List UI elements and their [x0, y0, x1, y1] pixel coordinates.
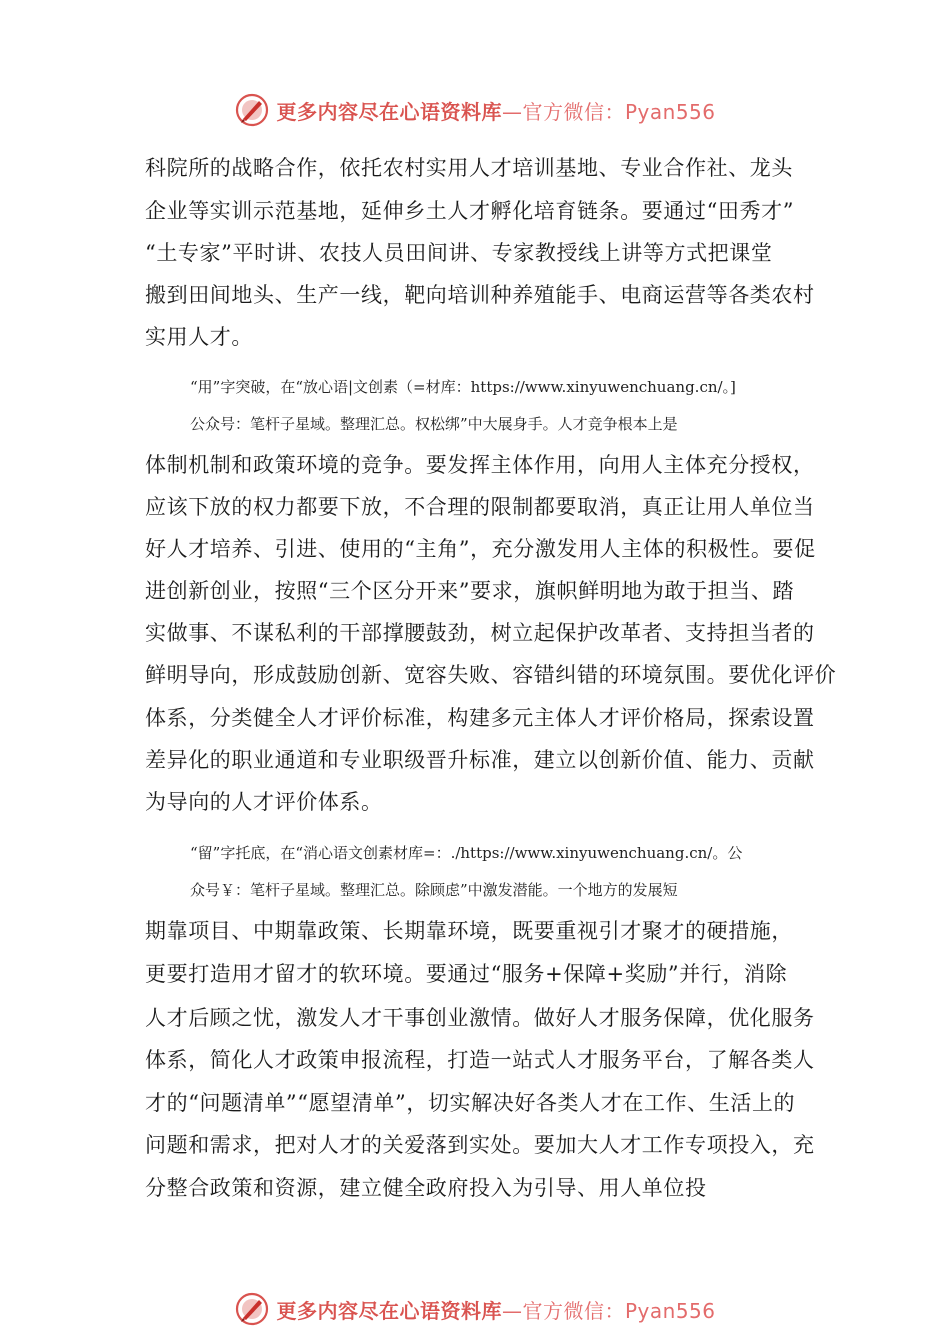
banner-wechat-label: 官方微信：: [522, 99, 625, 124]
footer-banner: [0, 1287, 950, 1331]
text-line: 人才后顾之忧，激发人才干事创业激情。做好人才服务保障，优化服务: [145, 1006, 815, 1030]
text-line: 差异化的职业通道和专业职级晋升标准，建立以创新价值、能力、贡献: [145, 748, 815, 772]
banner-wechat-id: Pyan556: [624, 1298, 716, 1323]
text-line: 问题和需求，把对人才的关爱落到实处。要加大人才工作专项投入，充: [145, 1133, 815, 1157]
section-heading-line: 公众号：笔杆子星域。整理汇总。权松绑”中大展身手。人才竞争根本上是: [190, 415, 678, 433]
banner-brand-text: 更多内容尽在心语资料库: [276, 1298, 502, 1323]
text-line: 企业等实训示范基地，延伸乡土人才孵化培育链条。要通过“田秀才”: [145, 199, 795, 223]
section-heading-line: “用”字突破，在“放心语|文创素（=材库：https://www.xinyuwenchuang.cn/。]: [190, 378, 736, 396]
feather-pen-icon: [234, 1291, 270, 1327]
text-line: “土专家”平时讲、农技人员田间讲、专家教授线上讲等方式把课堂: [145, 241, 773, 265]
section-heading-line: “留”字托底，在“消心语文创素材库=：./https://www.xinyuwenchuang.cn/。公: [190, 844, 743, 862]
feather-pen-icon: [234, 92, 270, 128]
text-line: 好人才培养、引进、使用的“主角”，充分激发用人主体的积极性。要促: [145, 537, 816, 561]
text-line: 体系，简化人才政策申报流程，打造一站式人才服务平台，了解各类人: [145, 1048, 815, 1072]
text-line: 才的“问题清单”“愿望清单”，切实解决好各类人才在工作、生活上的: [145, 1091, 796, 1115]
banner-dash: —: [501, 1298, 523, 1323]
text-line: 鲜明导向，形成鼓励创新、宽容失败、容错纠错的环境氛围。要优化评价: [145, 663, 837, 687]
text-line: 为导向的人才评价体系。: [145, 790, 383, 814]
text-line: 实做事、不谋私利的干部撑腰鼓劲，树立起保护改革者、支持担当者的: [145, 621, 815, 645]
text-line: 期靠项目、中期靠政策、长期靠环境，既要重视引才聚才的硬措施，: [145, 919, 793, 943]
text-line: 更要打造用才留才的软环境。要通过“服务+保障+奖励”并行，消除: [145, 962, 788, 986]
text-line: 搬到田间地头、生产一线，靶向培训种养殖能手、电商运营等各类农村: [145, 283, 815, 307]
banner-wechat-label: 官方微信：: [522, 1298, 625, 1323]
text-line: 应该下放的权力都要下放，不合理的限制都要取消，真正让用人单位当: [145, 495, 815, 519]
banner-wechat-id: Pyan556: [624, 99, 716, 124]
text-line: 实用人才。: [145, 325, 253, 349]
banner-dash: —: [501, 99, 523, 124]
text-line: 科院所的战略合作，依托农村实用人才培训基地、专业合作社、龙头: [145, 156, 793, 180]
text-line: 体系，分类健全人才评价标准，构建多元主体人才评价格局，探索设置: [145, 706, 815, 730]
text-line: 进创新创业，按照“三个区分开来”要求，旗帜鲜明地为敢于担当、踏: [145, 579, 795, 603]
text-line: 体制机制和政策环境的竞争。要发挥主体作用，向用人主体充分授权，: [145, 453, 815, 477]
text-line: 分整合政策和资源，建立健全政府投入为引导、用人单位投: [145, 1176, 707, 1200]
banner-brand-text: 更多内容尽在心语资料库: [276, 99, 502, 124]
header-banner: [0, 88, 950, 132]
section-heading-line: 众号￥：笔杆子星域。整理汇总。除顾虑”中激发潜能。一个地方的发展短: [190, 881, 678, 899]
